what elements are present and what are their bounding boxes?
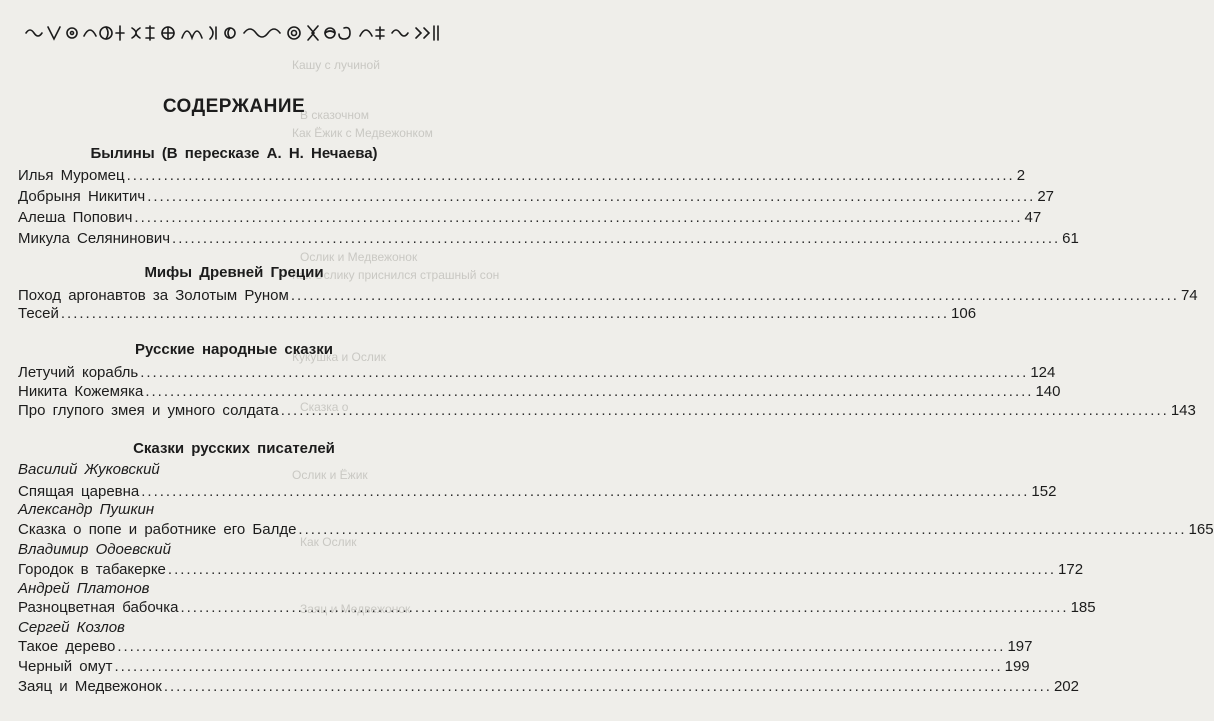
toc-entry[interactable] — [18, 561, 1084, 579]
dot-leader — [145, 383, 1033, 401]
dot-leader — [61, 305, 949, 323]
toc-entry-page: 47 — [1024, 209, 1042, 226]
background-text: Как Ослику приснился страшный сон — [292, 268, 500, 282]
toc-entry-title: Добрыня Никитич — [18, 188, 146, 205]
toc-entry[interactable] — [18, 678, 1079, 696]
toc-entry-page: 106 — [951, 305, 977, 322]
toc-entry-title: Про глупого змея и умного солдата — [18, 402, 279, 419]
toc-entry[interactable] — [18, 188, 1054, 206]
toc-entry[interactable] — [18, 383, 1061, 401]
dot-leader — [141, 483, 1029, 501]
toc-entry-page: 199 — [1004, 658, 1030, 675]
toc-entry-title: Никита Кожемяка — [18, 383, 144, 400]
toc-entry[interactable] — [18, 230, 1079, 248]
toc-entry-page: 172 — [1058, 561, 1084, 578]
toc-entry[interactable] — [18, 483, 1057, 501]
toc-entry[interactable] — [18, 658, 1030, 676]
toc-entry[interactable] — [18, 599, 1096, 617]
toc-entry-title: Поход аргонавтов за Золотым Руном — [18, 287, 289, 304]
toc-entry-title: Спящая царевна — [18, 483, 140, 500]
toc-entry-page: 74 — [1180, 287, 1198, 304]
dot-leader — [168, 561, 1056, 579]
toc-entry-title: Летучий корабль — [18, 364, 139, 381]
toc-entry-title: Сказка о попе и работнике его Балде — [18, 521, 297, 538]
background-text: Кукушка и Ослик — [292, 350, 386, 364]
toc-entry-title: Тесей — [18, 305, 59, 322]
dot-leader — [281, 402, 1169, 420]
toc-entry-page: 152 — [1031, 483, 1057, 500]
section-title: Сказки русских писателей — [133, 440, 335, 457]
toc-entry-page: 27 — [1037, 188, 1054, 205]
toc-entry[interactable] — [18, 638, 1033, 656]
author-name: Владимир Одоевский — [18, 541, 171, 558]
toc-entry-page: 202 — [1053, 678, 1079, 695]
toc-entry[interactable] — [18, 402, 1196, 420]
author-name: Василий Жуковский — [18, 461, 160, 478]
dot-leader — [127, 167, 1015, 185]
toc-entry-page: 185 — [1070, 599, 1096, 616]
toc-entry-title: Такое дерево — [18, 638, 116, 655]
toc-entry[interactable] — [18, 364, 1056, 382]
background-text: Сказка о — [300, 400, 349, 414]
toc-entry-title: Черный омут — [18, 658, 113, 675]
background-text: Заяц и Медвежонок — [300, 602, 411, 616]
background-text: Как Ослик — [300, 535, 357, 549]
toc-entry[interactable] — [18, 209, 1042, 227]
background-text: Кашу с лучиной — [292, 58, 380, 72]
section-title: Русские народные сказки — [135, 341, 333, 358]
author-name: Сергей Козлов — [18, 619, 125, 636]
dot-leader — [147, 188, 1035, 206]
toc-entry-page: 197 — [1007, 638, 1033, 655]
dot-leader — [117, 638, 1005, 656]
background-text: Ослик и Ёжик — [292, 468, 368, 482]
toc-entry[interactable] — [18, 521, 1214, 539]
toc-entry-title: Заяц и Медвежонок — [18, 678, 162, 695]
page-title: СОДЕРЖАНИЕ — [162, 96, 306, 117]
background-text: Ослик и Медвежонок — [300, 250, 418, 264]
toc-entry[interactable] — [18, 287, 1198, 305]
toc-entry-title: Городок в табакерке — [18, 561, 166, 578]
author-name: Андрей Платонов — [18, 580, 150, 597]
header-ornament — [22, 22, 444, 44]
background-text: Как Ёжик с Медвежонком — [292, 126, 433, 140]
toc-entry-title: Алеша Попович — [18, 209, 133, 226]
toc-entry-page: 165 — [1188, 521, 1214, 538]
toc-entry-page: 143 — [1170, 402, 1196, 419]
toc-entry-title: Микула Селянинович — [18, 230, 171, 247]
toc-entry-page: 124 — [1030, 364, 1056, 381]
toc-entry[interactable] — [18, 305, 977, 323]
dot-leader — [180, 599, 1068, 617]
toc-entry-page: 2 — [1016, 167, 1026, 184]
toc-entry-page: 140 — [1035, 383, 1061, 400]
toc-entry-page: 61 — [1062, 230, 1079, 247]
toc-entry-title: Илья Муромец — [18, 167, 125, 184]
dot-leader — [134, 209, 1022, 227]
ornament-icon — [22, 22, 444, 44]
toc-entry-title: Разноцветная бабочка — [18, 599, 179, 616]
toc-entry[interactable] — [18, 167, 1026, 185]
dot-leader — [115, 658, 1003, 676]
dot-leader — [291, 287, 1179, 305]
author-name: Александр Пушкин — [18, 501, 155, 518]
dot-leader — [140, 364, 1028, 382]
section-title: Былины (В пересказе А. Н. Нечаева) — [90, 145, 378, 162]
dot-leader — [164, 678, 1052, 696]
section-title: Мифы Древней Греции — [144, 264, 324, 281]
background-text: В сказочном — [300, 108, 369, 122]
dot-leader — [298, 521, 1186, 539]
dot-leader — [172, 230, 1060, 248]
